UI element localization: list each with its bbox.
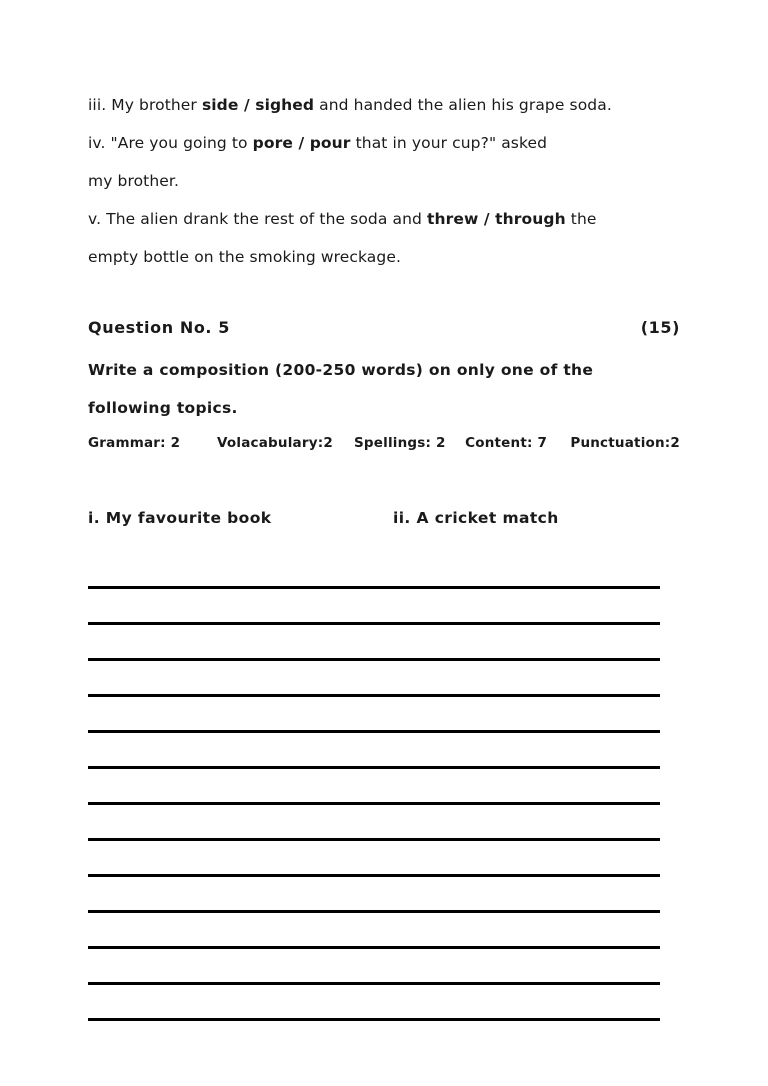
answer-line[interactable] xyxy=(88,805,660,841)
worksheet-content xyxy=(88,86,680,1021)
topic-option-2[interactable]: ii. A cricket match xyxy=(393,509,559,527)
answer-line[interactable] xyxy=(88,841,660,877)
section-spacer xyxy=(88,276,680,318)
sentence-iii-choice: side / sighed xyxy=(201,96,315,114)
question-header xyxy=(88,318,680,337)
answer-line[interactable] xyxy=(88,697,660,733)
sentence-v-continuation: empty bottle on the smoking wreckage. xyxy=(88,248,401,266)
criteria-vocabulary: Volacabulary:2 xyxy=(217,435,333,451)
answer-line[interactable] xyxy=(88,949,660,985)
header-spacer xyxy=(88,337,680,351)
sentence-iv-text-after: that in your cup?" asked xyxy=(350,134,548,152)
answer-line[interactable] xyxy=(88,589,660,625)
answer-line[interactable] xyxy=(88,661,660,697)
criteria-content: Content: 7 xyxy=(465,435,548,451)
answer-line[interactable] xyxy=(88,877,660,913)
sentence-iv-line-2 xyxy=(88,162,680,200)
sentence-v-choice: threw / through xyxy=(426,210,566,228)
question-instruction-line-1: Write a composition (200-250 words) on only one of the xyxy=(88,361,594,379)
answer-line[interactable] xyxy=(88,769,660,805)
topic-option-1[interactable]: i. My favourite book xyxy=(88,509,272,527)
sentence-iii-text-before: iii. My brother xyxy=(88,96,202,114)
marking-criteria xyxy=(88,435,680,451)
sentence-v-text-before: v. The alien drank the rest of the soda and xyxy=(88,210,427,228)
answer-line[interactable] xyxy=(88,553,660,589)
answer-line[interactable] xyxy=(88,985,660,1021)
answer-lines xyxy=(88,553,680,1021)
sentence-iii xyxy=(88,86,680,124)
criteria-grammar: Grammar: 2 xyxy=(88,435,181,451)
sentence-v-text-after: the xyxy=(565,210,597,228)
sentence-iv-continuation: my brother. xyxy=(88,172,179,190)
answer-line[interactable] xyxy=(88,913,660,949)
question-marks: (15) xyxy=(640,318,680,337)
question-instruction-line-2: following topics. xyxy=(88,399,238,417)
sentence-iv-line-1 xyxy=(88,124,680,162)
sentence-iv-text-before: iv. "Are you going to xyxy=(88,134,253,152)
answer-line[interactable] xyxy=(88,625,660,661)
question-number: Question No. 5 xyxy=(88,318,231,337)
criteria-punctuation: Punctuation:2 xyxy=(570,435,680,451)
criteria-spellings: Spellings: 2 xyxy=(353,435,446,451)
sentence-iv-choice: pore / pour xyxy=(252,134,351,152)
answer-line[interactable] xyxy=(88,733,660,769)
sentence-v-line-1 xyxy=(88,200,680,238)
sentence-iii-text-after: and handed the alien his grape soda. xyxy=(314,96,612,114)
topic-list xyxy=(88,509,680,527)
sentence-v-line-2 xyxy=(88,238,680,276)
